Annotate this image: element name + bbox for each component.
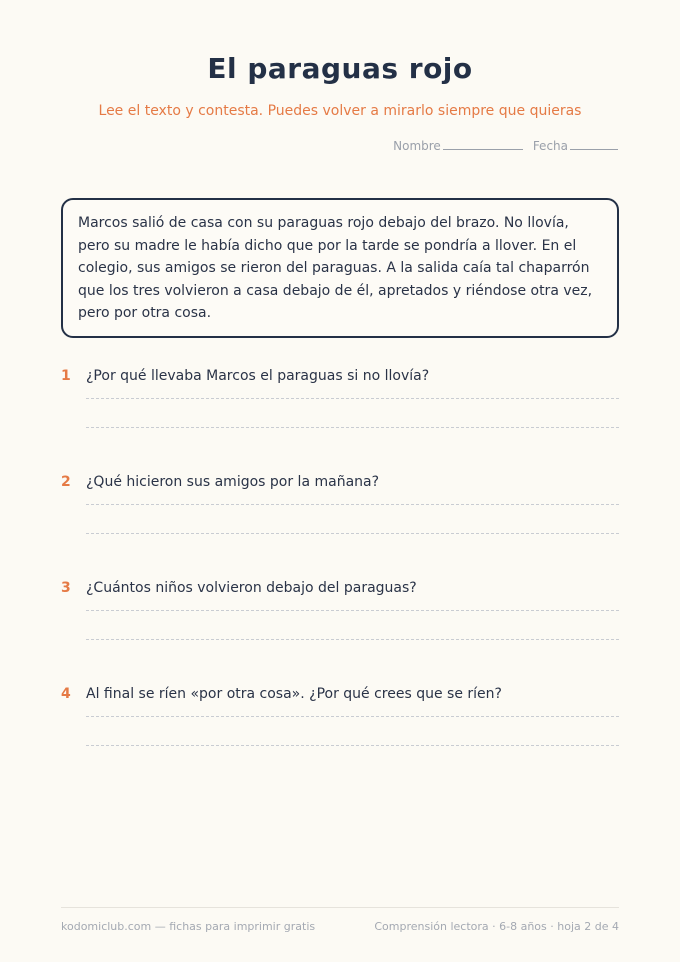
answer-line[interactable] bbox=[86, 427, 619, 428]
date-blank[interactable] bbox=[570, 149, 618, 150]
name-label: Nombre bbox=[393, 139, 441, 153]
story-text: Marcos salió de casa con su paraguas rojo debajo del brazo. No llovía, pero su madre le había dicho que por la tarde se pondría a llover. En el colegio, sus amigos se rieron del paraguas. A la salida caía tal chaparrón que los tres volvieron a casa debajo de él, apretados y riéndose otra vez, pero por otra cosa. bbox=[78, 215, 593, 322]
answer-line[interactable] bbox=[86, 398, 619, 399]
footer-site: kodomiclub.com — fichas para imprimir gratis bbox=[61, 920, 316, 933]
student-info bbox=[393, 139, 618, 153]
answer-line[interactable] bbox=[86, 504, 619, 505]
question-number: 4 bbox=[61, 686, 71, 702]
answer-line[interactable] bbox=[86, 716, 619, 717]
question-text: ¿Qué hicieron sus amigos por la mañana? bbox=[86, 474, 380, 490]
question-text: Al final se ríen «por otra cosa». ¿Por qué crees que se ríen? bbox=[86, 686, 502, 702]
question-text: ¿Cuántos niños volvieron debajo del paraguas? bbox=[86, 580, 417, 596]
answer-line[interactable] bbox=[86, 533, 619, 534]
name-blank[interactable] bbox=[443, 149, 523, 150]
question-number: 3 bbox=[61, 580, 71, 596]
footer-divider bbox=[61, 907, 619, 908]
answer-line[interactable] bbox=[86, 610, 619, 611]
footer bbox=[61, 920, 619, 933]
question-text: ¿Por qué llevaba Marcos el paraguas si no llovía? bbox=[86, 368, 430, 384]
footer-page-info: Comprensión lectora · 6-8 años · hoja 2 de 4 bbox=[374, 920, 619, 933]
date-label: Fecha bbox=[532, 139, 568, 153]
story-box bbox=[61, 198, 619, 338]
answer-line[interactable] bbox=[86, 639, 619, 640]
question-number: 2 bbox=[61, 474, 71, 490]
question-number: 1 bbox=[61, 368, 71, 384]
answer-line[interactable] bbox=[86, 745, 619, 746]
worksheet-title: El paraguas rojo bbox=[207, 52, 473, 85]
date-field[interactable] bbox=[533, 139, 618, 153]
worksheet-subtitle: Lee el texto y contesta. Puedes volver a mirarlo siempre que quieras bbox=[98, 103, 582, 119]
name-field[interactable] bbox=[393, 139, 523, 153]
